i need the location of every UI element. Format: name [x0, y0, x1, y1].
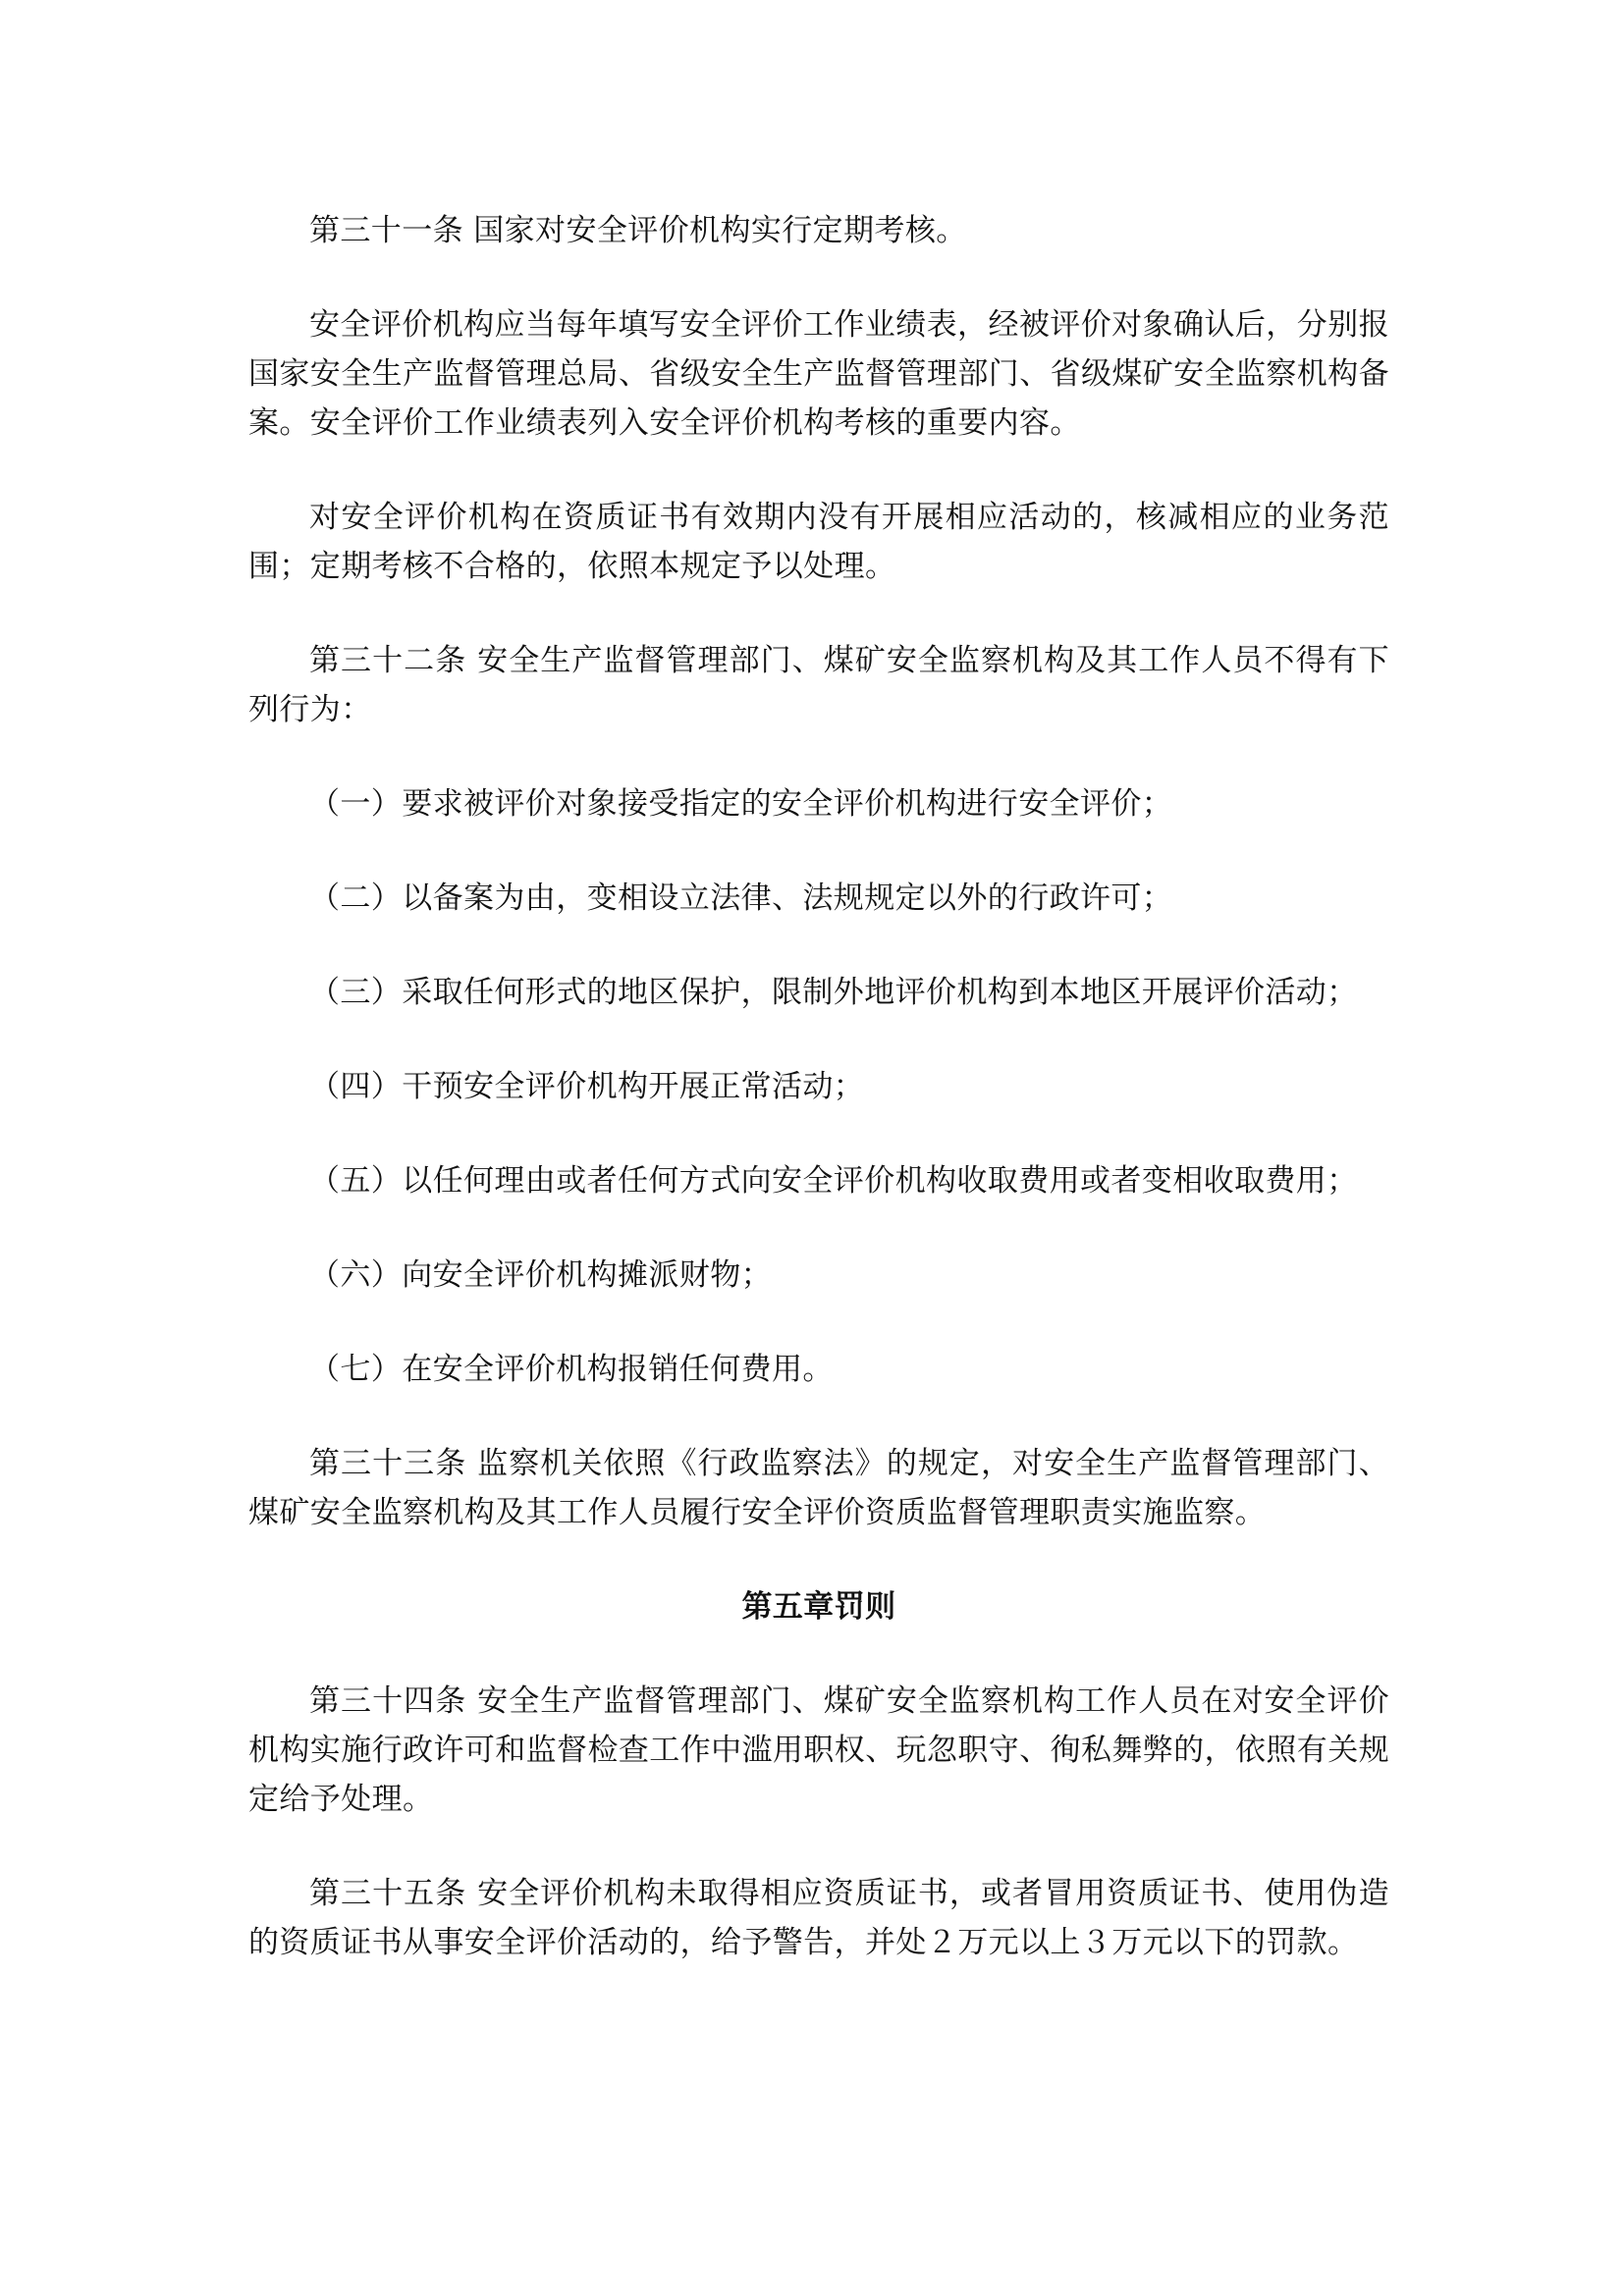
list-item: （七）在安全评价机构报销任何费用。 [309, 1352, 834, 1387]
list-item: （五）以任何理由或者任何方式向安全评价机构收取费用或者变相收取费用； [309, 1163, 1358, 1199]
article-34: 第三十四条 安全生产监督管理部门、煤矿安全监察机构工作人员在对安全评价机构实施行政许可和监督检查工作中滥用职权、玩忽职守、徇私舞弊的，依照有关规定给予处理。 [248, 1683, 1389, 1817]
list-item: （三）采取任何形式的地区保护，限制外地评价机构到本地区开展评价活动； [309, 975, 1358, 1010]
article-35: 第三十五条 安全评价机构未取得相应资质证书，或者冒用资质证书、使用伪造的资质证书从事安全评价活动的，给予警告，并处２万元以上３万元以下的罚款。 [248, 1876, 1389, 1960]
article-33: 第三十三条 监察机关依照《行政监察法》的规定，对安全生产监督管理部门、煤矿安全监察机构及其工作人员履行安全评价资质监督管理职责实施监察。 [248, 1446, 1389, 1530]
article-32: 第三十二条 安全生产监督管理部门、煤矿安全监察机构及其工作人员不得有下列行为： [248, 643, 1389, 727]
list-item: （六）向安全评价机构摊派财物； [309, 1257, 772, 1293]
chapter-heading: 第五章罚则 [741, 1589, 896, 1625]
list-item: （二）以备案为由，变相设立法律、法规规定以外的行政许可； [309, 881, 1173, 916]
list-item: （一）要求被评价对象接受指定的安全评价机构进行安全评价； [309, 786, 1173, 822]
article-31-paragraph-2: 安全评价机构应当每年填写安全评价工作业绩表，经被评价对象确认后，分别报国家安全生产监督管理总局、省级安全生产监督管理部门、省级煤矿安全监察机构备案。安全评价工作业绩表列入安全评价机构考核的重要内容。 [248, 307, 1389, 441]
article-31: 第三十一条 国家对安全评价机构实行定期考核。 [309, 213, 967, 248]
list-item: （四）干预安全评价机构开展正常活动； [309, 1069, 865, 1104]
document-body [248, 206, 1389, 2012]
article-31-paragraph-3: 对安全评价机构在资质证书有效期内没有开展相应活动的，核减相应的业务范围；定期考核不合格的，依照本规定予以处理。 [248, 500, 1389, 584]
